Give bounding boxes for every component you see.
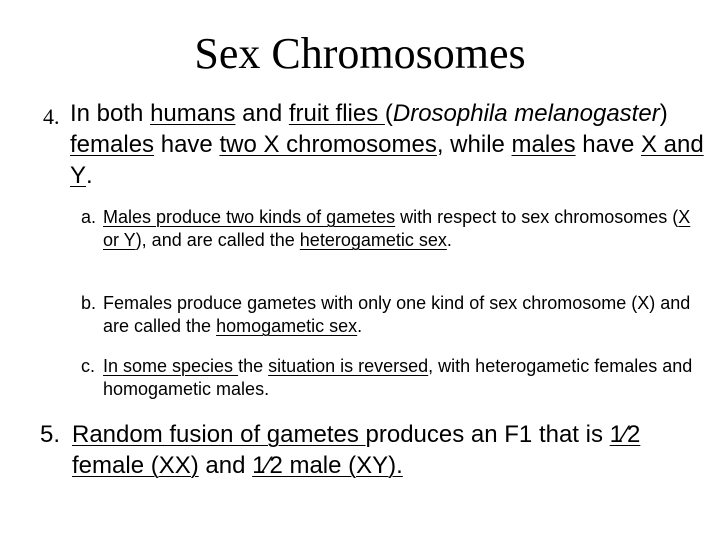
text-run: and <box>235 100 289 127</box>
sub-item-number: a. <box>81 207 97 227</box>
underlined-term: Random fusion of gametes <box>72 421 366 448</box>
list-item-4 <box>43 98 710 191</box>
item-text <box>72 421 640 479</box>
sub-item-text <box>103 293 690 336</box>
text-run: . <box>446 230 452 250</box>
text-run: . <box>86 162 93 189</box>
text-run: have <box>575 131 641 158</box>
sub-item-number: b. <box>81 293 97 313</box>
underlined-term: heterogametic sex <box>299 230 447 250</box>
text-run: ), and are called the <box>135 230 300 250</box>
text-run: , while <box>436 131 512 158</box>
item-text <box>70 100 704 189</box>
sub-item-text <box>103 356 692 399</box>
underlined-term: homogametic sex <box>216 316 358 336</box>
text-run: the <box>238 356 269 376</box>
item-number: 4. <box>43 104 60 129</box>
slide-title: Sex Chromosomes <box>194 29 526 78</box>
underlined-term: two X chromosomes <box>219 131 437 158</box>
text-run: produces an F1 that is <box>365 421 610 448</box>
item-number: 5. <box>40 421 61 448</box>
underlined-term: fruit flies <box>288 100 385 127</box>
underlined-term: X or Y <box>103 207 691 250</box>
sub-item-b <box>81 292 703 338</box>
underlined-term: Males produce two kinds of gametes <box>103 207 396 227</box>
sub-item-a <box>81 206 703 252</box>
underlined-term: females <box>70 131 155 158</box>
text-run: In both <box>70 100 151 127</box>
list-item-5 <box>40 419 712 481</box>
text-run: Females produce gametes with only one kind of sex chromosome (X) and are called the <box>103 293 691 336</box>
text-run: , with heterogametic females and homogametic males. <box>103 356 693 399</box>
text-run: have <box>154 131 220 158</box>
underlined-term: males <box>511 131 576 158</box>
underlined-term: In some species <box>103 356 239 376</box>
underlined-term: humans <box>150 100 236 127</box>
underlined-term: X and Y <box>70 131 704 189</box>
underlined-term: 1⁄2 female (XX) <box>72 421 641 479</box>
text-run: ( <box>384 100 393 127</box>
sub-item-text <box>103 207 690 250</box>
text-run: and <box>198 452 253 479</box>
text-run: ) <box>659 100 668 127</box>
text-run: with respect to sex chromosomes ( <box>395 207 679 227</box>
underlined-term: situation is reversed <box>268 356 429 376</box>
underlined-term: 1⁄2 male (XY). <box>252 452 403 479</box>
sub-item-number: c. <box>81 356 96 376</box>
italic-term: Drosophila melanogaster <box>392 100 660 127</box>
text-run: . <box>357 316 363 336</box>
sub-item-c <box>81 355 703 401</box>
